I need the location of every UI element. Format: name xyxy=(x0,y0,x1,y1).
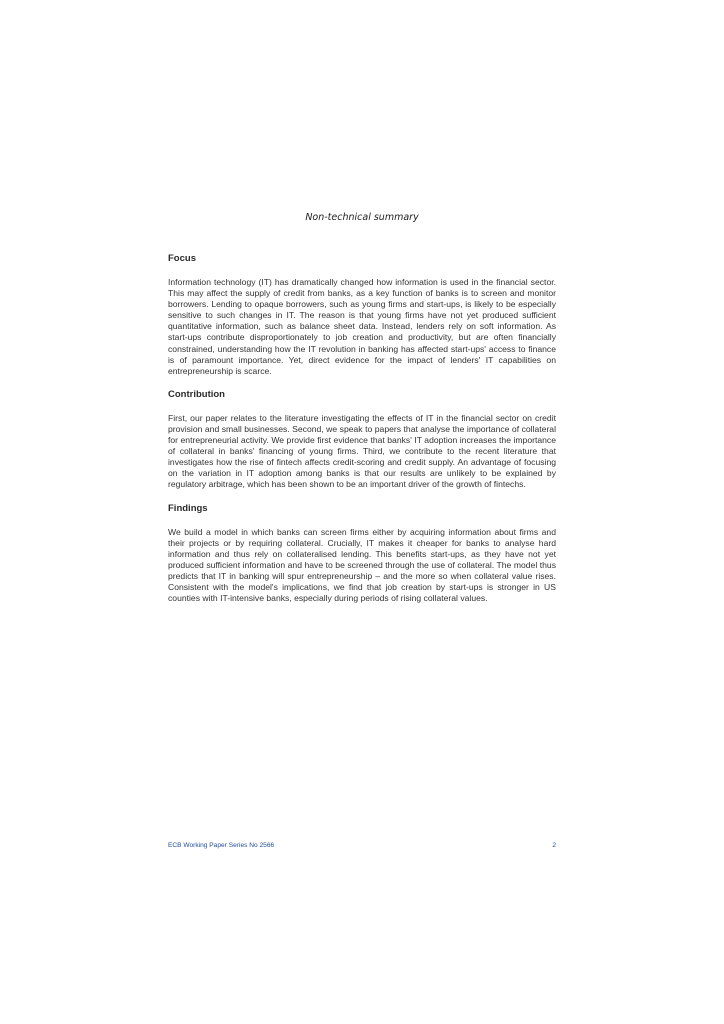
section-body-focus: Information technology (IT) has dramatically changed how information is used in the financial sector. This may affect the supply of credit from banks, as a key function of banks is to screen and monitor borrowers. Lending to opaque borrowers, such as young firms and start-ups, is likely to be especially sensitive to such changes in IT. The reason is that young firms have not yet produced sufficient quantitative information, such as balance sheet data. Instead, lenders rely on soft information. As start-ups contribute disproportionately to job creation and productivity, but are often financially constrained, understanding how the IT revolution in banking has affected start-ups' access to finance is of paramount importance. Yet, direct evidence for the impact of lenders' IT capabilities on entrepreneurship is scarce. xyxy=(168,277,556,376)
section-heading-focus: Focus xyxy=(168,253,196,264)
section-focus xyxy=(168,252,556,377)
section-findings xyxy=(168,502,556,605)
document-body xyxy=(168,252,556,615)
section-contribution xyxy=(168,388,556,491)
section-heading-findings: Findings xyxy=(168,502,208,514)
footer-page-number: 2 xyxy=(552,842,556,849)
section-body-findings: We build a model in which banks can screen firms either by acquiring information about firms and their projects or by requiring collateral. Crucially, IT makes it cheaper for banks to analyse hard information and thus rely on collateralised lending. This benefits start-ups, as they have not yet produced sufficient information and have to be screened through the use of collateral. The model thus predicts that IT in banking will spur entrepreneurship – and the more so when collateral value rises. Consistent with the model's implications, we find that job creation by start-ups is stronger in US counties with IT-intensive banks, especially during periods of rising collateral values. xyxy=(168,526,556,604)
page-footer xyxy=(168,842,556,849)
section-body-contribution: First, our paper relates to the literature investigating the effects of IT in the financial sector on credit provision and small businesses. Second, we speak to papers that analyse the importance of collateral for entrepreneurial activity. We provide first evidence that banks' IT adoption increases the importance of collateral in banks' financing of young firms. Third, we contribute to the recent literature that investigates how the rise of fintech affects credit-scoring and credit supply. An advantage of focusing on the variation in IT adoption among banks is that our results are unlikely to be explained by regulatory arbitrage, which has been shown to be an important driver of the growth of fintechs. xyxy=(168,412,556,490)
page-title: Non-technical summary xyxy=(305,212,419,223)
footer-series-label: ECB Working Paper Series No 2566 xyxy=(168,842,275,849)
section-heading-contribution: Contribution xyxy=(168,388,225,400)
